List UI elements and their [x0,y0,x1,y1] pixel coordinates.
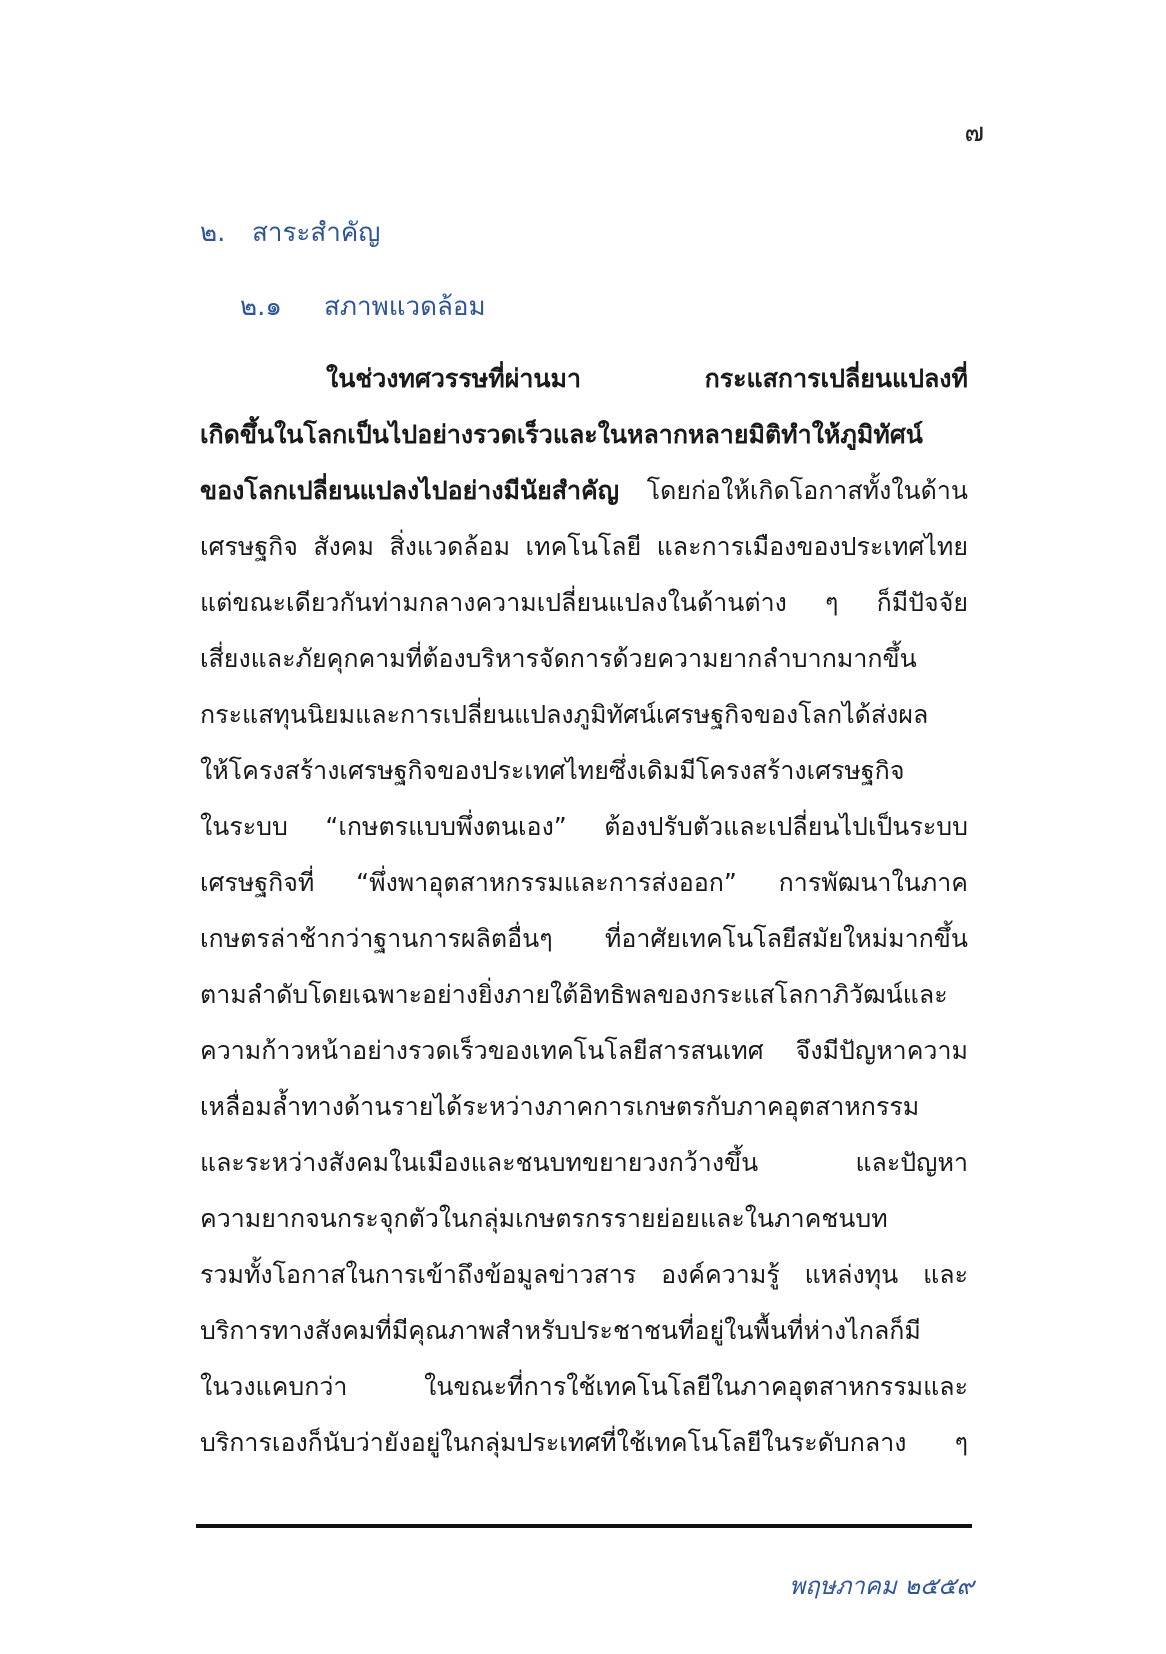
paragraph-line [200,1088,968,1144]
paragraph-line-text: ในระบบ “เกษตรแบบพึ่งตนเอง” ต้องปรับตัวและเปลี่ยนไปเป็นระบบ [200,812,968,841]
paragraph-line-text: บริการทางสังคมที่มีคุณภาพสำหรับประชาชนที่อยู่ในพื้นที่ห่างไกลก็มี [200,1316,921,1345]
paragraph-line-bold: ของโลกเปลี่ยนแปลงไปอย่างมีนัยสำคัญ [200,476,620,505]
paragraph-line [200,416,968,472]
body-paragraph [200,360,968,1480]
paragraph-line [200,1256,968,1312]
paragraph-line [200,584,968,640]
paragraph-line-text: โดยก่อให้เกิดโอกาสทั้งในด้าน [619,476,968,505]
paragraph-line-text: เศรษฐกิจที่ “พึ่งพาอุตสาหกรรมและการส่งออก” การพัฒนาในภาค [200,868,968,897]
paragraph-line-text: รวมทั้งโอกาสในการเข้าถึงข้อมูลข่าวสาร องค์ความรู้ แหล่งทุน และ [200,1260,968,1289]
paragraph-line [200,808,968,864]
paragraph-line [200,1312,968,1368]
paragraph-line-bold: เกิดขึ้นในโลกเป็นไปอย่างรวดเร็วและในหลากหลายมิติทำให้ภูมิทัศน์ [200,420,923,449]
paragraph-line-text: บริการเองก็นับว่ายังอยู่ในกลุ่มประเทศที่ใช้เทคโนโลยีในระดับกลาง ๆ [200,1428,968,1457]
subsection-number: ๒.๑ [240,292,282,322]
paragraph-line [200,640,968,696]
paragraph-line [200,360,968,416]
paragraph-line-text: ในวงแคบกว่า ในขณะที่การใช้เทคโนโลยีในภาคอุตสาหกรรมและ [200,1372,968,1401]
page-number: ๗ [964,118,984,148]
paragraph-line-text: เกษตรล่าช้ากว่าฐานการผลิตอื่นๆ ที่อาศัยเทคโนโลยีสมัยใหม่มากขึ้น [200,924,968,953]
paragraph-line-text: ให้โครงสร้างเศรษฐกิจของประเทศไทยซึ่งเดิมมีโครงสร้างเศรษฐกิจ [200,756,905,785]
paragraph-line [200,976,968,1032]
paragraph-line [200,920,968,976]
section-heading [200,212,380,253]
paragraph-line [200,752,968,808]
paragraph-line-text: ตามลำดับโดยเฉพาะอย่างยิ่งภายใต้อิทธิพลของกระแสโลกาภิวัฒน์และ [200,980,948,1009]
paragraph-line [200,472,968,528]
subsection-title: สภาพแวดล้อม [324,292,486,322]
paragraph-line-text: และระหว่างสังคมในเมืองและชนบทขยายวงกว้างขึ้น และปัญหา [200,1148,968,1177]
paragraph-line [200,1368,968,1424]
section-title: สาระสำคัญ [252,218,381,248]
paragraph-line-text: ความก้าวหน้าอย่างรวดเร็วของเทคโนโลยีสารสนเทศ จึงมีปัญหาความ [200,1036,968,1065]
paragraph-line-text: เสี่ยงและภัยคุกคามที่ต้องบริหารจัดการด้วยความยากลำบากมากขึ้น [200,644,917,673]
section-number: ๒. [200,218,226,248]
paragraph-line [200,864,968,920]
paragraph-line [200,1424,968,1480]
footer-date: พฤษภาคม ๒๕๕๙ [789,1572,974,1600]
footer-rule [196,1524,972,1528]
paragraph-line-text: เหลื่อมล้ำทางด้านรายได้ระหว่างภาคการเกษตรกับภาคอุตสาหกรรม [200,1092,920,1121]
paragraph-line-text: กระแสทุนนิยมและการเปลี่ยนแปลงภูมิทัศน์เศรษฐกิจของโลกได้ส่งผล [200,700,929,729]
paragraph-line [200,1032,968,1088]
paragraph-line-text: เศรษฐกิจ สังคม สิ่งแวดล้อม เทคโนโลยี และการเมืองของประเทศไทย [200,532,968,561]
paragraph-line [200,528,968,584]
paragraph-line [200,1144,968,1200]
subsection-heading [240,286,486,327]
paragraph-line-text: ความยากจนกระจุกตัวในกลุ่มเกษตรกรรายย่อยและในภาคชนบท [200,1204,888,1233]
paragraph-line-bold: ในช่วงทศวรรษที่ผ่านมา กระแสการเปลี่ยนแปลงที่ [326,364,968,393]
paragraph-line [200,696,968,752]
paragraph-line-text: แต่ขณะเดียวกันท่ามกลางความเปลี่ยนแปลงในด้านต่าง ๆ ก็มีปัจจัย [200,588,968,617]
paragraph-line [200,1200,968,1256]
